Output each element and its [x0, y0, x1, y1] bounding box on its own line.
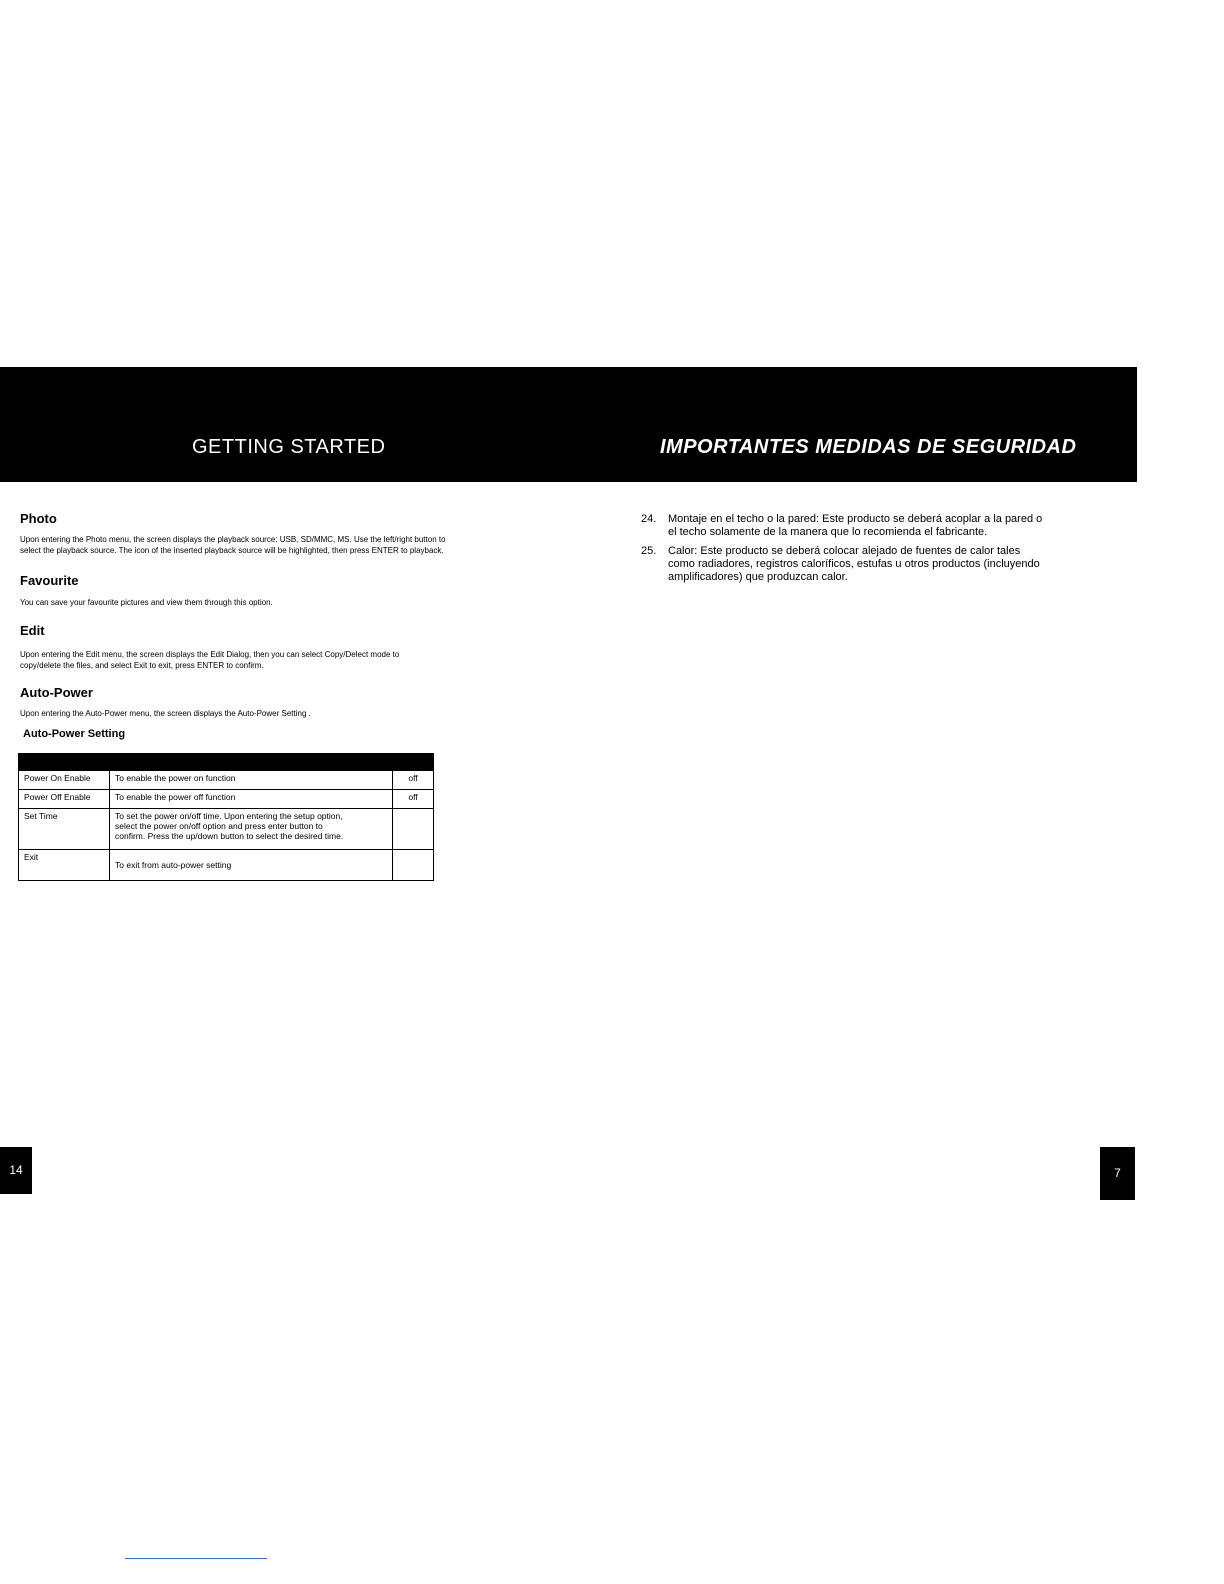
page-number-left: 14 [0, 1147, 32, 1194]
setting-name: Power Off Enable [19, 790, 110, 809]
setting-description-line: To set the power on/off time. Upon entering the setup option, [115, 811, 343, 821]
bottom-divider [125, 1558, 267, 1559]
table-row [19, 790, 434, 809]
table-header-row [19, 754, 434, 771]
favourite-heading: Favourite [20, 573, 79, 588]
list-item-line: Montaje en el techo o la pared: Este producto se deberá acoplar a la pared o [668, 513, 1043, 525]
photo-heading: Photo [20, 511, 57, 526]
table-row [19, 771, 434, 790]
setting-value [393, 809, 434, 850]
edit-heading: Edit [20, 623, 45, 638]
list-item-line: el techo solamente de la manera que lo recomienda el fabricante. [668, 526, 988, 538]
header-title-right: IMPORTANTES MEDIDAS DE SEGURIDAD [660, 436, 1077, 458]
table-row [19, 850, 434, 881]
setting-description-line: confirm. Press the up/down button to select the desired time. [115, 831, 344, 841]
list-item-number: 24. [641, 513, 657, 525]
setting-description: To enable the power off function [110, 790, 393, 809]
table-header-cell [393, 754, 434, 771]
list-item-text [668, 545, 1040, 584]
setting-description: To enable the power on function [110, 771, 393, 790]
list-item-number: 25. [641, 545, 657, 557]
setting-name: Exit [19, 850, 110, 881]
auto-power-setting-table [18, 753, 434, 881]
favourite-text-line1: You can save your favourite pictures and view them through this option. [20, 598, 273, 607]
edit-text-line1: Upon entering the Edit menu, the screen displays the Edit Dialog, then you can select Copy/Delect mode to [20, 650, 400, 659]
page-number-right: 7 [1100, 1147, 1135, 1200]
list-item-line: Calor: Este producto se deberá colocar alejado de fuentes de calor tales [668, 545, 1021, 557]
setting-description-line: select the power on/off option and press enter button to [115, 821, 323, 831]
setting-name: Set Time [19, 809, 110, 850]
list-item-line: como radiadores, registros caloríficos, estufas u otros productos (incluyendo [668, 558, 1040, 570]
list-item-text [668, 513, 1042, 539]
table-header-cell [19, 754, 110, 771]
auto-power-heading: Auto-Power [20, 685, 93, 700]
list-item-line: amplificadores) que produzcan calor. [668, 571, 848, 583]
auto-power-setting-subheading: Auto-Power Setting [23, 728, 126, 740]
edit-text-line2: copy/delete the files, and select Exit to exit, press ENTER to confirm. [20, 661, 264, 670]
setting-value: off [393, 771, 434, 790]
setting-description [110, 809, 393, 850]
setting-value [393, 850, 434, 881]
photo-text-line1: Upon entering the Photo menu, the screen displays the playback source: USB, SD/MMC, MS. Use the left/right button to [20, 535, 446, 544]
setting-name: Power On Enable [19, 771, 110, 790]
table-row [19, 809, 434, 850]
photo-text-line2: select the playback source. The icon of the inserted playback source will be highlighted, then press ENTER to playback. [20, 546, 444, 555]
table-header-cell [110, 754, 393, 771]
setting-value: off [393, 790, 434, 809]
auto-power-text-line1: Upon entering the Auto-Power menu, the screen displays the Auto-Power Setting . [20, 709, 311, 718]
setting-description: To exit from auto-power setting [110, 850, 393, 881]
header-title-left: GETTING STARTED [192, 436, 386, 458]
header-band [0, 367, 1137, 482]
